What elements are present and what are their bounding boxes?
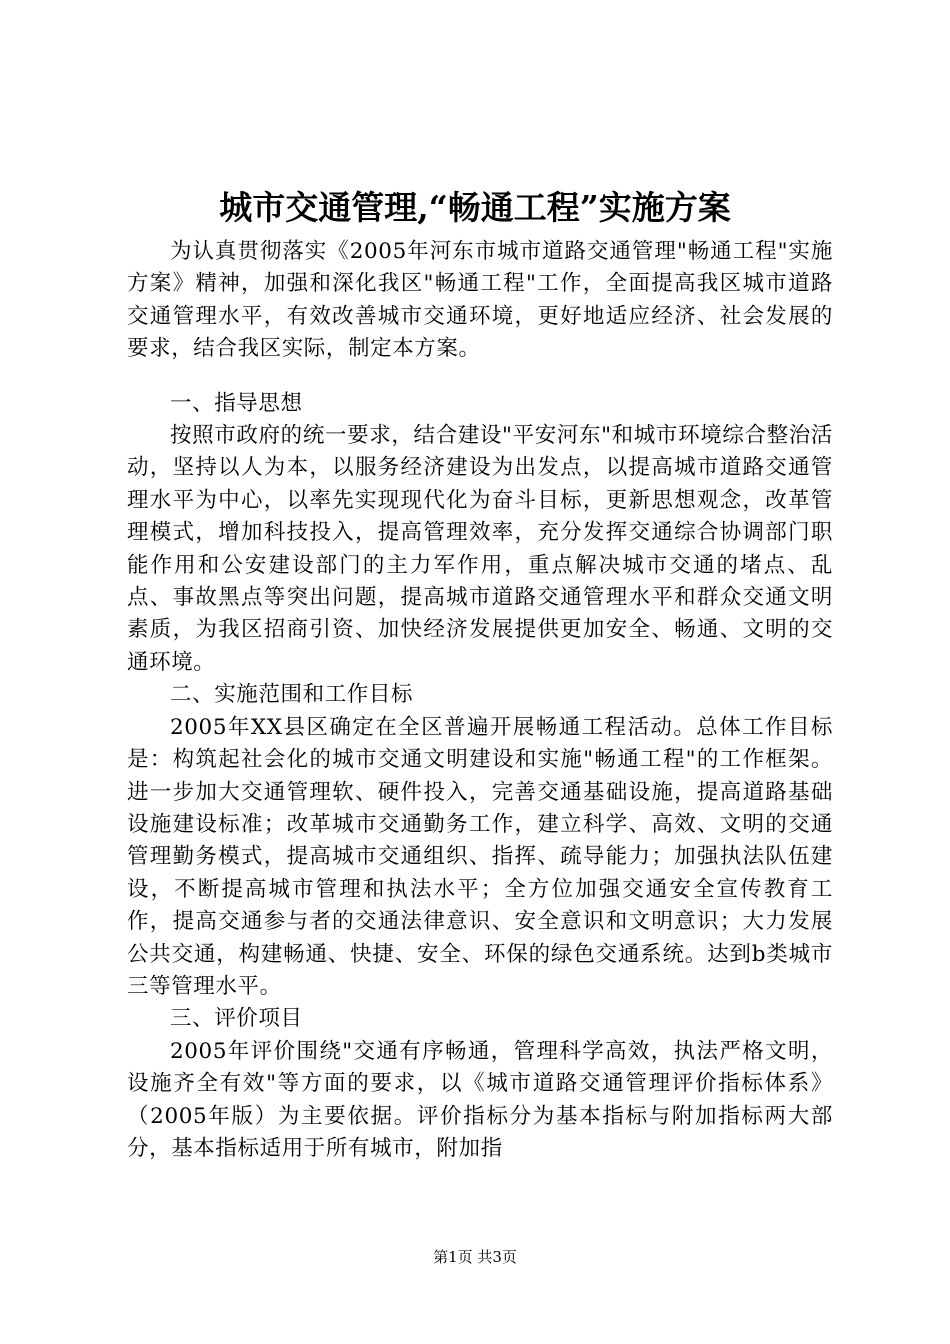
section2-paragraph: 2005年XX县区确定在全区普遍开展畅通工程活动。总体工作目标是：构筑起社会化的城市交通文明建设和实施"畅通工程"的工作框架。进一步加大交通管理软、硬件投入，完善交通基础设施，提高道路基础设施建设标准；改革城市交通勤务工作，建立科学、高效、文明的交通管理勤务模式，提高城市交通组织、指挥、疏导能力；加强执法队伍建设，不断提高城市管理和执法水平；全方位加强交通安全宣传教育工作，提高交通参与者的交通法律意识、安全意识和文明意识；大力发展公共交通，构建畅通、快捷、安全、环保的绿色交通系统。达到b类城市三等管理水平。 [127, 714, 833, 999]
document-title: 城市交通管理,“畅通工程”实施方案 [219, 188, 731, 227]
section1-heading: 一、指导思想 [170, 390, 303, 416]
intro-paragraph: 为认真贯彻落实《2005年河东市城市道路交通管理"畅通工程"实施方案》精神，加强和深化我区"畅通工程"工作，全面提高我区城市道路交通管理水平，有效改善城市交通环境，更好地适应经济、社会发展的要求，结合我区实际，制定本方案。 [127, 239, 833, 362]
page-footer: 第1页 共3页 [433, 1248, 517, 1266]
section2-heading: 二、实施范围和工作目标 [170, 682, 414, 708]
section1-paragraph: 按照市政府的统一要求，结合建设"平安河东"和城市环境综合整治活动，坚持以人为本，以服务经济建设为出发点，以提高城市道路交通管理水平为中心，以率先实现现代化为奋斗目标，更新思想观念，改革管理模式，增加科技投入，提高管理效率，充分发挥交通综合协调部门职能作用和公安建设部门的主力军作用，重点解决城市交通的堵点、乱点、事故黑点等突出问题，提高城市道路交通管理水平和群众交通文明素质，为我区招商引资、加快经济发展提供更加安全、畅通、文明的交通环境。 [127, 423, 833, 675]
section3-paragraph: 2005年评价围绕"交通有序畅通，管理科学高效，执法严格文明，设施齐全有效"等方面的要求，以《城市道路交通管理评价指标体系》（2005年版）为主要依据。评价指标分为基本指标与附加指标两大部分，基本指标适用于所有城市，附加指 [127, 1038, 833, 1161]
section3-heading: 三、评价项目 [170, 1006, 303, 1032]
paragraph-spacer [127, 366, 833, 388]
document-body [127, 236, 833, 1165]
